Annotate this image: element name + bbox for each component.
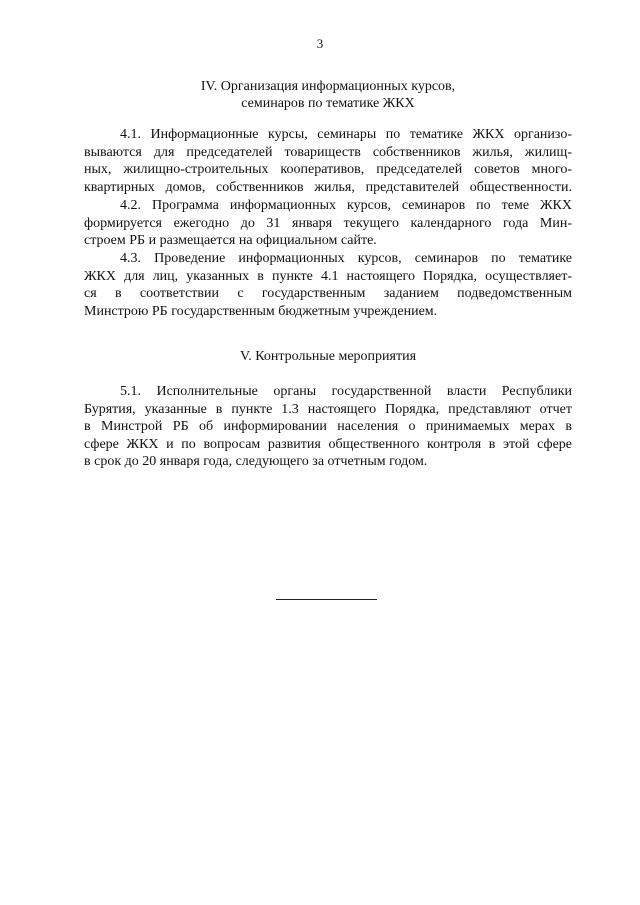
paragraph-line: формируется ежегодно до 31 января текущего календарного года Мин- [84, 215, 572, 231]
section-4-heading-line-1: IV. Организация информационных курсов, [200, 79, 456, 94]
section-4-heading-line-2: семинаров по тематике ЖКХ [241, 96, 415, 111]
paragraph-line: в срок до 20 января года, следующего за отчетным годом. [84, 454, 428, 470]
paragraph-line: ся в соответствии с государственным заданием подведомственным [84, 286, 572, 302]
section-5-heading: V. Контрольные мероприятия [239, 349, 417, 364]
end-of-document-rule [276, 599, 377, 600]
paragraph-line: квартирных домов, собственников жилья, представителей общественности. [84, 179, 572, 195]
section-4-heading [84, 78, 572, 112]
paragraph-5-1 [84, 383, 572, 471]
paragraph-line: 5.1. Исполнительные органы государственной власти Республики [120, 384, 572, 399]
paragraph-line: сфере ЖКХ и по вопросам развития общественного контроля в этой сфере [84, 436, 572, 452]
paragraph-line: ЖКХ для лиц, указанных в пункте 4.1 настоящего Порядка, осуществляет- [84, 268, 572, 284]
paragraph-line: строем РБ и размещается на официальном сайте. [84, 233, 377, 249]
paragraph-4-2 [84, 197, 572, 250]
paragraph-line: вываются для председателей товариществ собственников жилья, жилищ- [84, 144, 572, 160]
paragraph-4-3 [84, 250, 572, 320]
paragraph-line: 4.2. Программа информационных курсов, семинаров по теме ЖКХ [120, 198, 572, 213]
paragraph-line: 4.1. Информационные курсы, семинары по тематике ЖКХ организо- [120, 127, 572, 142]
page-number: 3 [316, 36, 324, 51]
paragraph-line: Минстрою РБ государственным бюджетным учреждением. [84, 303, 438, 319]
paragraph-line: в Минстрой РБ об информировании населения о принимаемых мерах в [84, 419, 572, 435]
paragraph-line: ных, жилищно-строительных кооперативов, председателей советов много- [84, 162, 572, 178]
paragraph-4-1 [84, 126, 572, 196]
paragraph-line: 4.3. Проведение информационных курсов, семинаров по тематике [120, 251, 572, 266]
paragraph-line: Бурятия, указанные в пункте 1.3 настоящего Порядка, представляют отчет [84, 401, 572, 417]
